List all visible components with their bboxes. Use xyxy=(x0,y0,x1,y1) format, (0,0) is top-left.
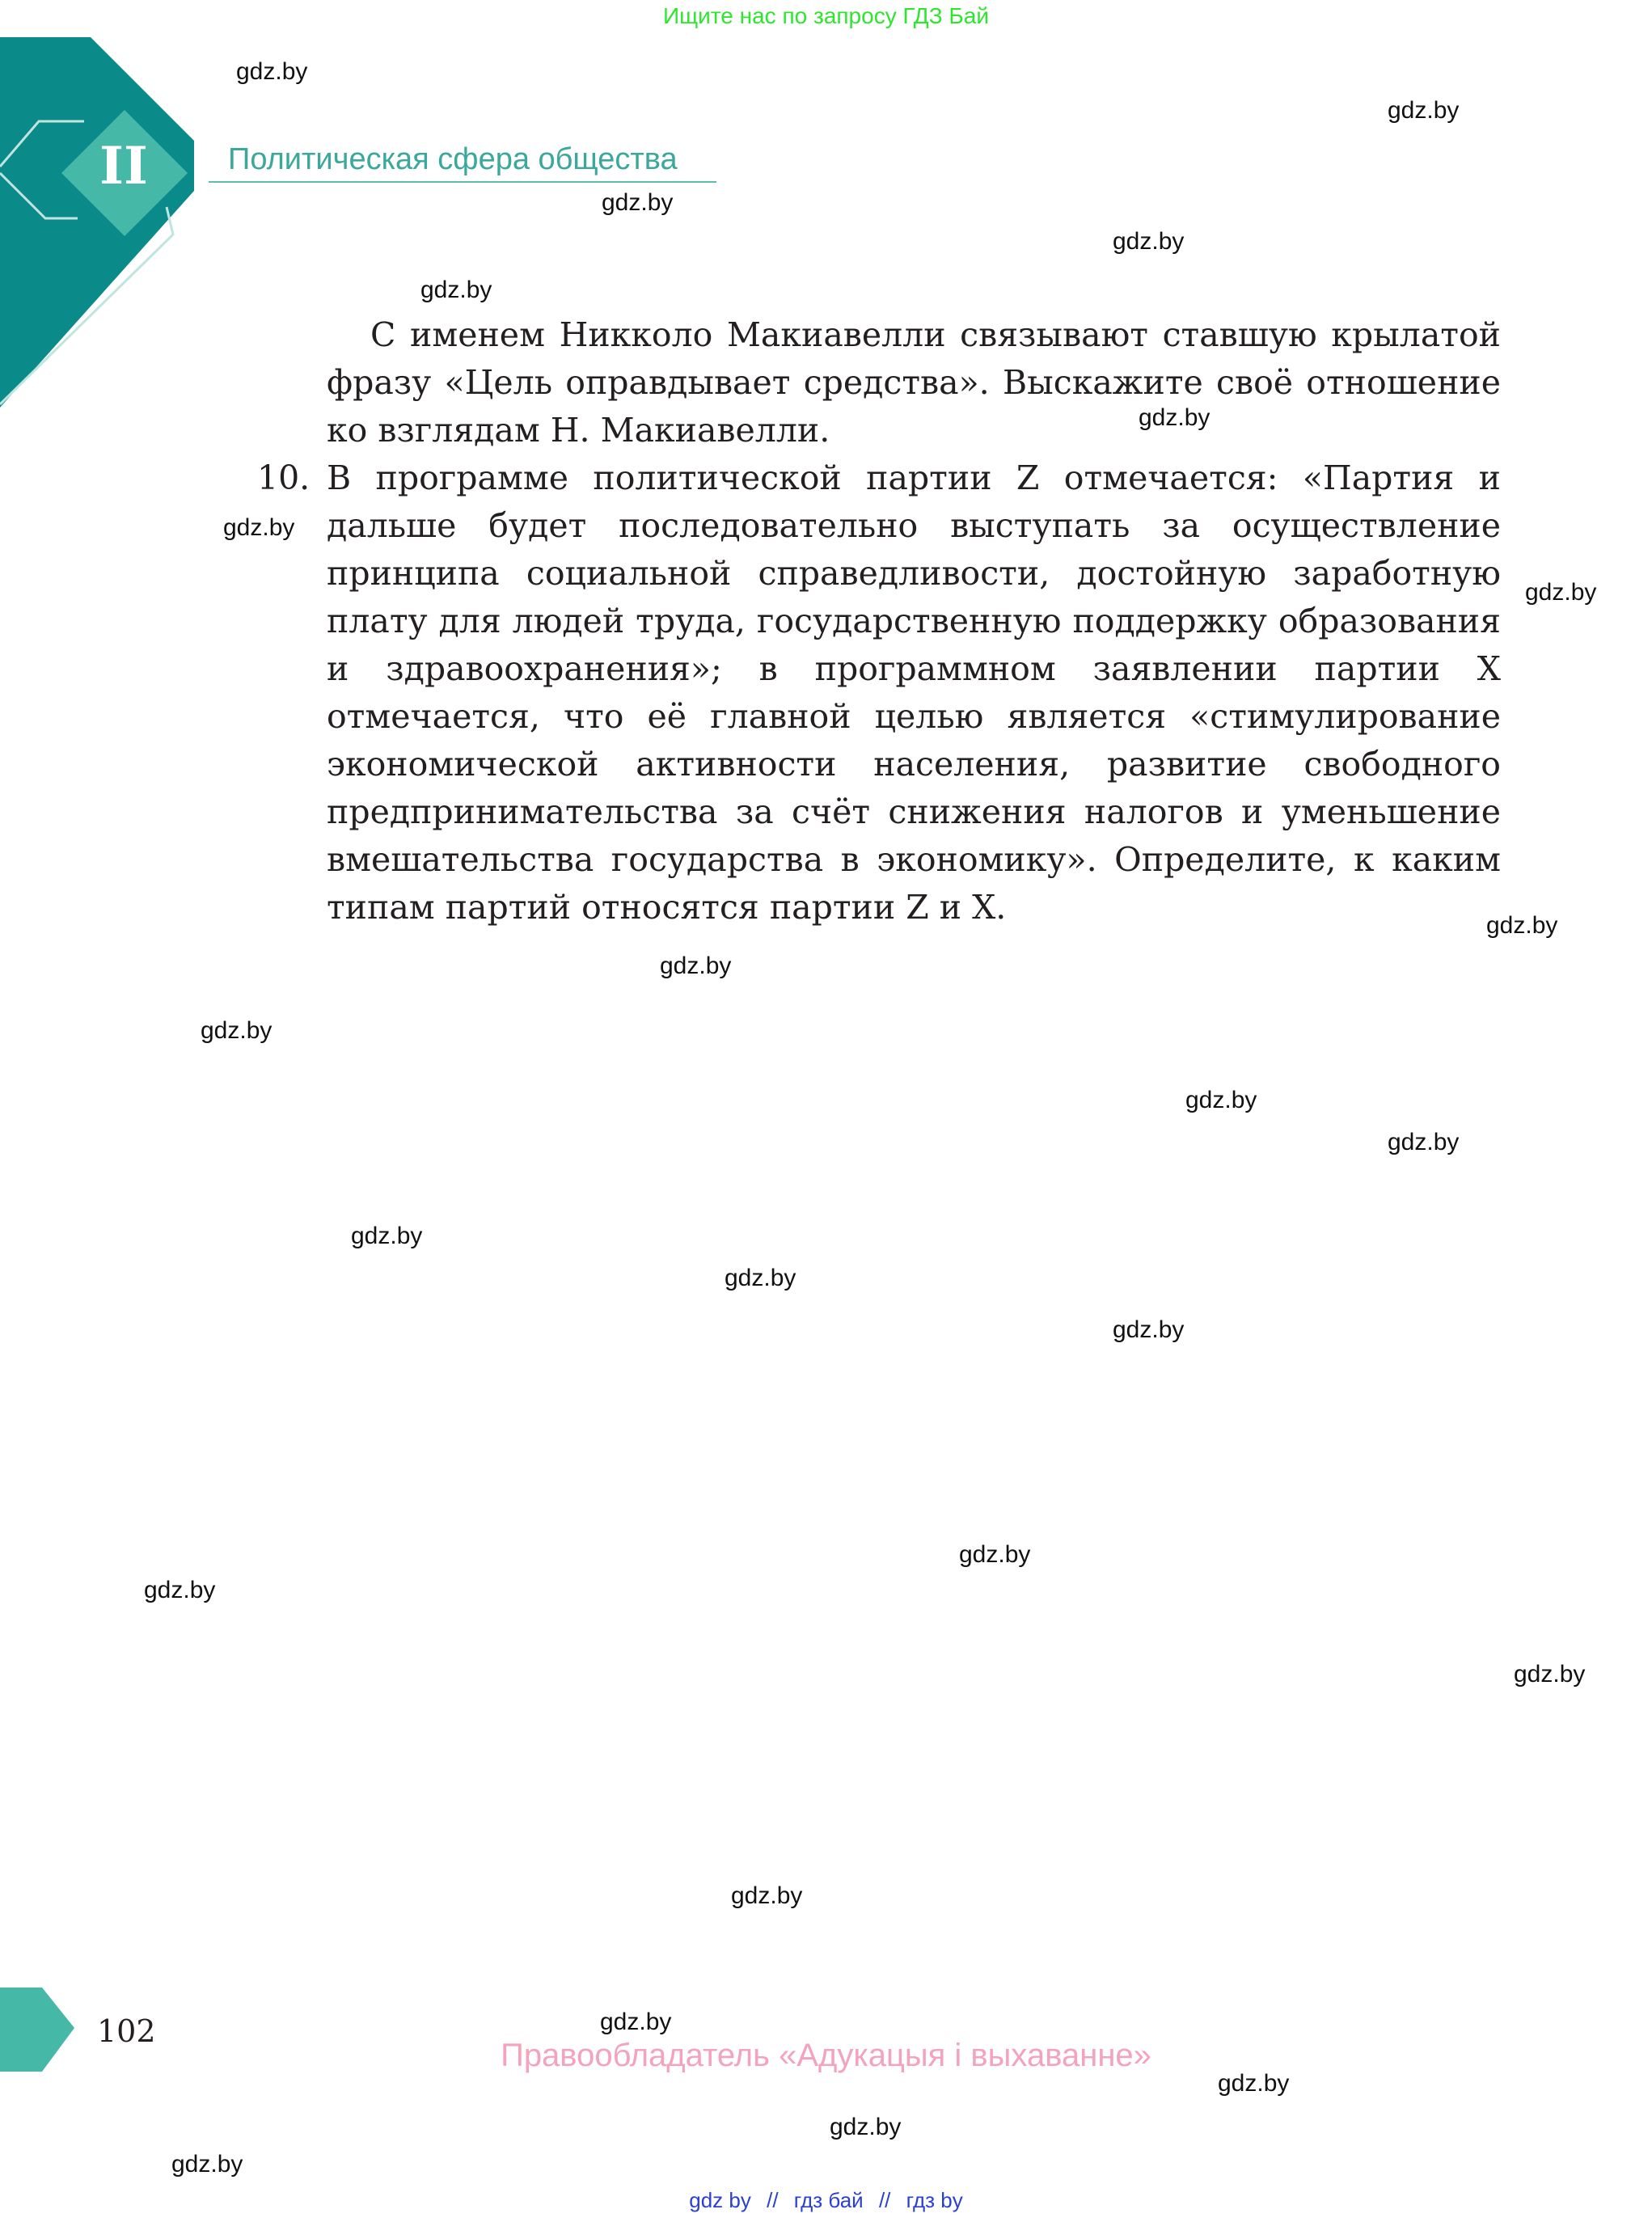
watermark: gdz.by xyxy=(602,189,674,216)
watermark: gdz.by xyxy=(1218,2070,1290,2097)
watermark: gdz.by xyxy=(1388,97,1460,124)
chapter-numeral: II xyxy=(99,136,148,196)
watermark: gdz.by xyxy=(600,2009,672,2035)
watermark: gdz.by xyxy=(1486,912,1558,939)
watermark: gdz.by xyxy=(1113,228,1185,255)
chapter-title: Политическая сфера общества xyxy=(228,142,678,176)
task-number: 10. xyxy=(257,458,311,497)
footer-separator: // xyxy=(878,2188,891,2212)
watermark: gdz.by xyxy=(144,1577,216,1603)
watermark: gdz.by xyxy=(1388,1129,1460,1155)
watermark: gdz.by xyxy=(420,277,492,303)
watermark: gdz.by xyxy=(1139,404,1210,431)
watermark: gdz.by xyxy=(725,1265,796,1291)
task-text: В программе политической партии Z отмечается: «Партия и дальше будет последовательно выступать за осуществление принципа социальной справедливости, достойную заработную плату для людей труда, государственную поддержку образования и здравоохранения»; в программном заявлении партии X отмечается, что её главной целью является «стимулирование экономической активности населения, развитие свободного предпринимательства за счёт снижения налогов и уменьшение вмешательства государства в экономику». Определите, к каким типам партий относятся партии Z и X. xyxy=(327,458,1501,927)
watermark: gdz.by xyxy=(1525,579,1597,606)
watermark: gdz.by xyxy=(1514,1661,1586,1688)
watermark: gdz.by xyxy=(223,514,295,541)
intro-paragraph: С именем Никколо Макиавелли связывают ставшую крылатой фразу «Цель оправдывает средства». Выскажите своё отношение ко взглядам Н. Макиавелли. xyxy=(327,315,1501,450)
footer-links xyxy=(0,2188,1652,2213)
watermark: gdz.by xyxy=(660,953,732,979)
corner-dark-shape xyxy=(0,37,194,408)
watermark: gdz.by xyxy=(830,2114,902,2140)
footer-link-gdz-by-cyr[interactable]: гдз by xyxy=(906,2188,963,2212)
watermark: gdz.by xyxy=(351,1223,423,1249)
footer-link-gdz-by[interactable]: gdz by xyxy=(689,2188,751,2212)
watermark: gdz.by xyxy=(1185,1087,1257,1113)
watermark: gdz.by xyxy=(1113,1316,1185,1343)
page-number: 102 xyxy=(97,2013,156,2049)
footer-link-gdz-bai[interactable]: гдз бай xyxy=(793,2188,864,2212)
chapter-title-underline xyxy=(209,181,716,183)
top-banner[interactable]: Ищите нас по запросу ГДЗ Бай xyxy=(662,3,990,28)
copyright-notice: Правообладатель «Адукацыя і выхаванне» xyxy=(501,2038,1151,2073)
chapter-corner-decoration xyxy=(0,0,194,437)
watermark: gdz.by xyxy=(201,1017,273,1044)
watermark: gdz.by xyxy=(171,2151,243,2178)
watermark: gdz.by xyxy=(236,58,308,85)
watermark: gdz.by xyxy=(959,1541,1031,1568)
footer-separator: // xyxy=(767,2188,779,2212)
watermark: gdz.by xyxy=(731,1882,803,1909)
